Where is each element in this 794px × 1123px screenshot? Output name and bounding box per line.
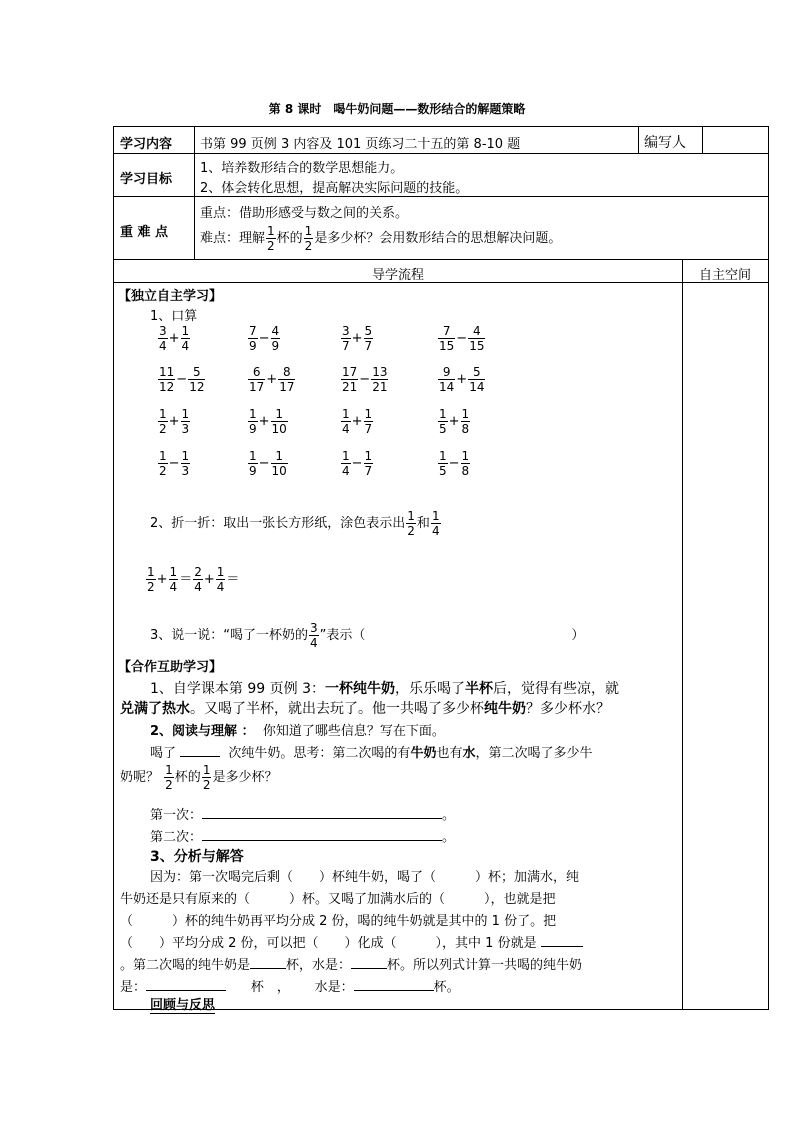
- operator: +: [351, 414, 363, 429]
- fraction: $\frac{1}{4}$: [342, 449, 350, 478]
- operator: −: [258, 456, 270, 471]
- para4: 喝了 次纯牛奶。思考：第二次喝的有牛奶也有水，第二次喝了多少牛: [150, 742, 593, 761]
- operator: −: [258, 331, 270, 346]
- fraction: $\frac{1}{4}$: [181, 324, 190, 353]
- fraction: $\frac{5}{7}$: [364, 324, 373, 353]
- blank[interactable]: [354, 977, 434, 991]
- fraction: $\frac{1}{9}$: [249, 407, 257, 436]
- arith-expression: [437, 325, 486, 352]
- fraction: $\frac{1}{10}$: [271, 407, 287, 436]
- item3: 3、说一说：“喝了一杯奶的 $\frac{3}{4}$ ”表示（ ）: [150, 621, 585, 650]
- arith-expression: [247, 366, 296, 393]
- goal-label: 学习目标: [120, 172, 173, 187]
- operator: +: [168, 414, 180, 429]
- operator: −: [448, 456, 460, 471]
- fraction: $\frac{1}{10}$: [271, 449, 287, 478]
- fraction-half: $\frac{1}{2}$: [304, 224, 313, 253]
- fraction: $\frac{6}{17}$: [249, 365, 265, 394]
- arith-expression: [437, 408, 471, 435]
- fraction: $\frac{1}{8}$: [461, 449, 470, 478]
- operator: −: [176, 372, 188, 387]
- fraction: $\frac{1}{9}$: [249, 449, 257, 478]
- fraction: $\frac{1}{3}$: [181, 407, 190, 436]
- arith-expression: [340, 325, 374, 352]
- fraction: $\frac{5}{12}$: [189, 365, 205, 394]
- key-label: 重 难 点: [120, 225, 169, 240]
- content-value: 书第 99 页例 3 内容及 101 页练习二十五的第 8-10 题: [200, 137, 521, 152]
- goal-row: [113, 153, 769, 197]
- operator: +: [448, 414, 460, 429]
- para9: （ ）杯的纯牛奶再平均分成 2 份，喝的纯牛奶就是其中的 1 份了。把: [120, 914, 557, 929]
- arith-expression: [247, 408, 289, 435]
- content-row: [113, 126, 769, 154]
- operator: −: [351, 456, 363, 471]
- fraction: $\frac{1}{7}$: [364, 449, 373, 478]
- fraction-half: $\frac{1}{2}$: [267, 224, 275, 253]
- arith-expression: [157, 325, 191, 352]
- review-heading: 回顾与反思: [150, 994, 215, 1014]
- flow-header-row: [113, 259, 769, 283]
- fraction: $\frac{11}{12}$: [159, 365, 175, 394]
- para1: 1、自学课本第 99 页例 3：一杯纯牛奶，乐乐喝了半杯后，觉得有些凉，就: [150, 681, 619, 697]
- operator: +: [266, 372, 278, 387]
- fraction: $\frac{7}{15}$: [439, 324, 455, 353]
- operator: +: [456, 372, 468, 387]
- fraction: $\frac{4}{9}$: [271, 324, 280, 353]
- fold-equation: $\frac{1}{2}$ + $\frac{1}{4}$ ＝ $\frac{2}{4}$ + $\frac{1}{4}$ ＝: [147, 565, 240, 594]
- author-label: 编写人: [644, 135, 686, 151]
- arith-expression: [340, 408, 374, 435]
- goal-2: 2、体会转化思想，提高解决实际问题的技能。: [200, 181, 469, 196]
- first-time: 第一次： 。: [150, 804, 455, 823]
- para6: 3、分析与解答: [150, 849, 244, 865]
- operator: −: [359, 372, 371, 387]
- space-label: 自主空间: [698, 268, 751, 283]
- arith-expression: [157, 450, 191, 477]
- key-1: 重点：借助形感受与数之间的关系。: [200, 206, 409, 221]
- goal-1: 1、培养数形结合的数学思想能力。: [200, 161, 404, 176]
- second-blank[interactable]: [202, 827, 442, 841]
- fraction: $\frac{3}{4}$: [159, 324, 167, 353]
- blank[interactable]: [180, 743, 220, 757]
- fraction: $\frac{1}{3}$: [181, 449, 190, 478]
- fraction: $\frac{3}{7}$: [342, 324, 350, 353]
- fraction: $\frac{1}{5}$: [439, 449, 447, 478]
- key-2: 难点：理解 $\frac{1}{2}$ 杯的 $\frac{1}{2}$ 是多少杯？会用数形结合的思想解决问题。: [200, 224, 562, 253]
- arith-expression: [340, 450, 374, 477]
- para8: 牛奶还是只有原来的（ ）杯。又喝了加满水后的（ ），也就是把: [120, 892, 556, 907]
- second-time: 第二次： 。: [150, 826, 455, 845]
- fraction: $\frac{9}{14}$: [439, 365, 455, 394]
- para5: 奶呢？ $\frac{1}{2}$ 杯的 $\frac{1}{2}$ 是多少杯？: [120, 763, 278, 792]
- operator: −: [456, 331, 468, 346]
- operator: −: [168, 456, 180, 471]
- section2-heading: 【合作互助学习】: [118, 660, 223, 675]
- flow-label: 导学流程: [371, 268, 424, 283]
- fraction: $\frac{8}{17}$: [279, 365, 295, 394]
- page-title: 第 8 课时 喝牛奶问题——数形结合的解题策略: [268, 102, 526, 116]
- blank[interactable]: [541, 933, 583, 947]
- para10: （ ）平均分成 2 份，可以把（ ）化成（ ），其中 1 份就是: [120, 932, 583, 951]
- arith-expression: [340, 366, 389, 393]
- fraction-half: $\frac{1}{2}$: [407, 509, 415, 538]
- operator: +: [168, 331, 180, 346]
- fraction: $\frac{7}{9}$: [249, 324, 257, 353]
- fraction: $\frac{1}{8}$: [461, 407, 470, 436]
- key-row: [113, 196, 769, 260]
- item1-label: 1、口算: [150, 309, 198, 324]
- blank[interactable]: [250, 955, 286, 969]
- arith-expression: [247, 325, 281, 352]
- fraction-three-quarter: $\frac{3}{4}$: [310, 621, 318, 650]
- arith-expression: [157, 366, 206, 393]
- fraction: $\frac{1}{7}$: [364, 407, 373, 436]
- item2: 2、折一折：取出一张长方形纸，涂色表示出 $\frac{1}{2}$ 和 $\frac{1}{4}$: [150, 509, 440, 538]
- blank[interactable]: [351, 955, 387, 969]
- blank[interactable]: [146, 977, 226, 991]
- first-blank[interactable]: [202, 805, 442, 819]
- content-label: 学习内容: [120, 137, 173, 152]
- section1-heading: 【独立自主学习】: [118, 289, 223, 304]
- para7: 因为：第一次喝完后剩（ ）杯纯牛奶，喝了（ ）杯；加满水，纯: [150, 870, 580, 885]
- arith-expression: [157, 408, 191, 435]
- para2: 兑满了热水。又喝了半杯，就出去玩了。他一共喝了多少杯纯牛奶？多少杯水？: [120, 701, 610, 717]
- fraction: $\frac{5}{14}$: [469, 365, 485, 394]
- fraction: $\frac{13}{21}$: [372, 365, 388, 394]
- operator: +: [258, 414, 270, 429]
- fraction: $\frac{1}{4}$: [342, 407, 350, 436]
- para12: 是： 杯 ， 水是： 杯。: [120, 976, 460, 995]
- arith-expression: [437, 366, 486, 393]
- fraction: $\frac{1}{5}$: [439, 407, 447, 436]
- para3: 2、阅读与理解 ： 你知道了哪些信息？写在下面。: [150, 724, 445, 739]
- fraction: $\frac{1}{2}$: [159, 449, 167, 478]
- operator: +: [351, 331, 363, 346]
- fraction: $\frac{1}{2}$: [159, 407, 167, 436]
- arith-expression: [247, 450, 289, 477]
- para11: 。第二次喝的纯牛奶是 杯，水是： 杯。所以列式计算一共喝的纯牛奶: [120, 954, 582, 973]
- arith-expression: [437, 450, 471, 477]
- fraction-quarter: $\frac{1}{4}$: [431, 509, 440, 538]
- fraction: $\frac{17}{21}$: [342, 365, 358, 394]
- fraction: $\frac{4}{15}$: [469, 324, 485, 353]
